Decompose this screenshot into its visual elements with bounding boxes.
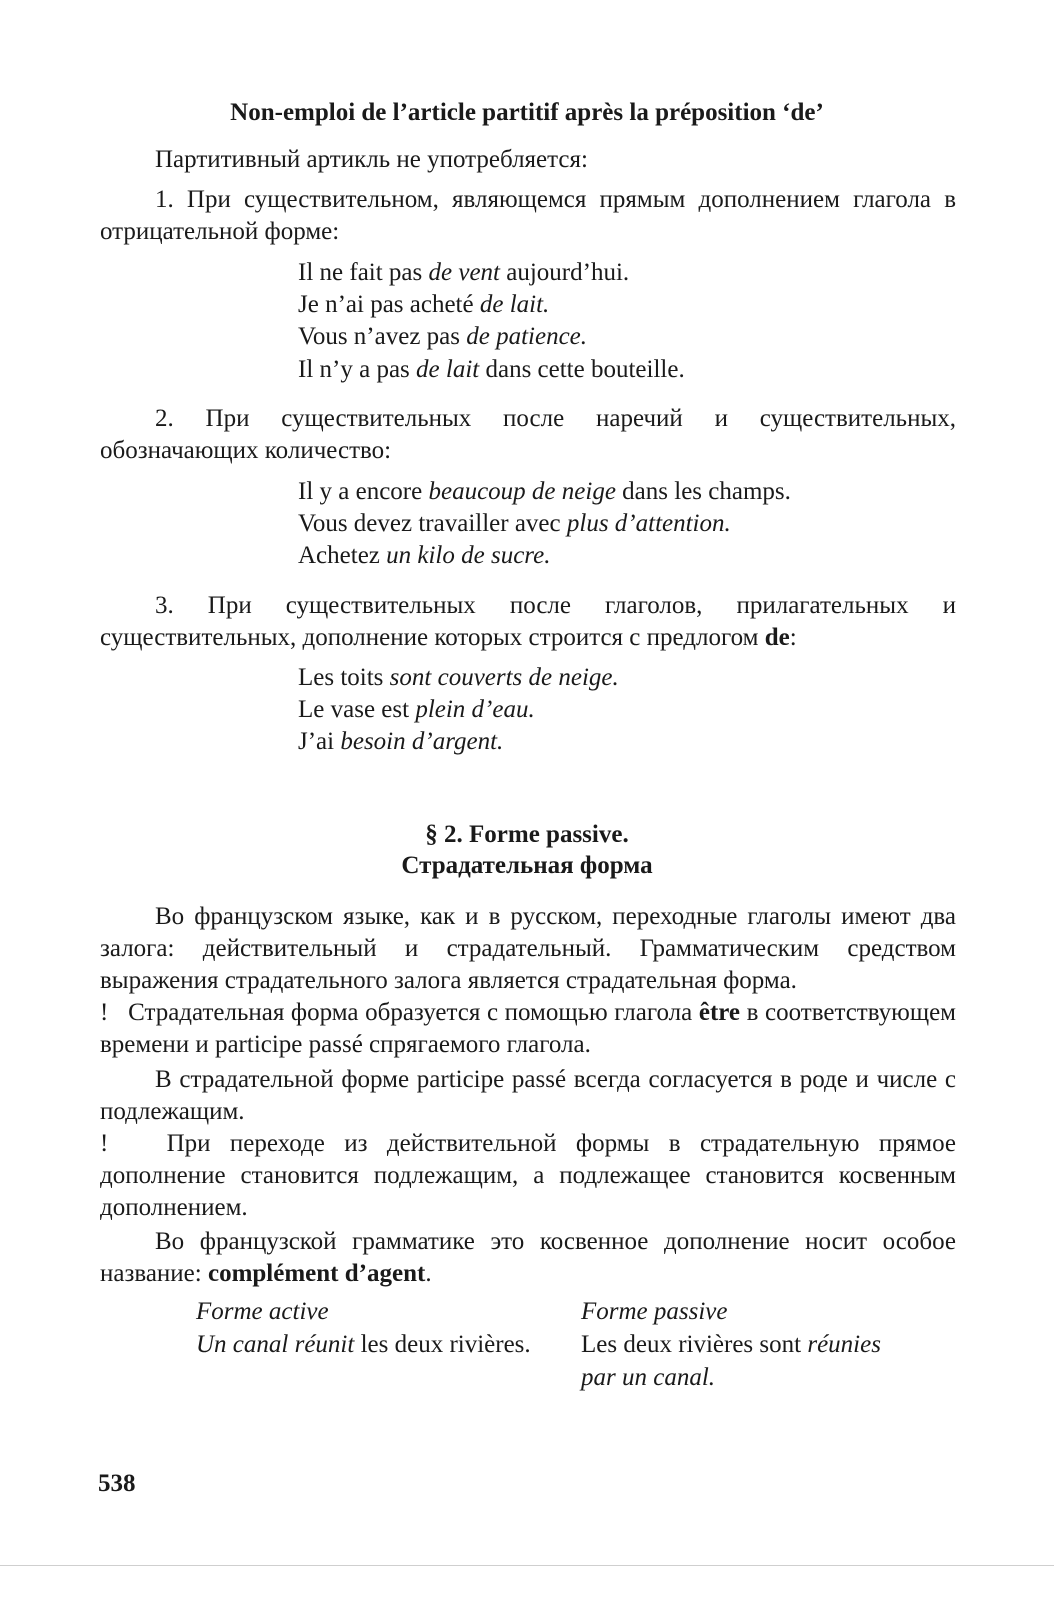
- example-line: J’ai besoin d’argent.: [298, 728, 504, 755]
- exclamation-mark: !: [100, 999, 109, 1026]
- paragraph-formation: ! Страдательная форма образуется с помощью глагола être в соответствующем времени и participe passé спрягаемого глагола.: [100, 999, 957, 1058]
- example-line: Il n’y a pas de lait dans cette bouteille.: [298, 356, 685, 383]
- rule-2-text: 2. При существительных после наречий и существительных, обозначающих количество:: [100, 405, 956, 464]
- example-line: Il ne fait pas de vent aujourd’hui.: [298, 259, 630, 286]
- example-line: Il y a encore beaucoup de neige dans les champs.: [298, 478, 791, 505]
- page-number: 538: [98, 1470, 136, 1497]
- example-line: Vous devez travailler avec plus d’attention.: [298, 510, 731, 537]
- paragraph-agent: Во французской грамматике это косвенное дополнение носит особое название: complément d’agent.: [100, 1228, 956, 1287]
- passive-form-label: Forme passive: [581, 1298, 728, 1325]
- example-line: Les toits sont couverts de neige.: [298, 664, 619, 691]
- paragraph-transformation: ! При переходе из действительной формы в страдательную прямое дополнение становится подлежащим, а подлежащее становится косвенным дополнением.: [100, 1130, 957, 1221]
- example-line: Je n’ai pas acheté de lait.: [298, 291, 550, 318]
- example-line: Le vase est plein d’eau.: [298, 696, 535, 723]
- passive-form-example: Les deux rivières sont réunies: [581, 1331, 881, 1358]
- section-heading: Non-emploi de l’article partitif après la préposition ‘de’: [230, 99, 824, 126]
- rule-3-text: 3. При существительных после глаголов, прилагательных и существительных, дополнение которых строится с предлогом de:: [100, 592, 956, 651]
- example-line: Achetez un kilo de sucre.: [298, 542, 551, 569]
- passive-form-example-continuation: par un canal.: [581, 1364, 716, 1391]
- section-2-title: § 2. Forme passive.: [425, 821, 629, 848]
- exclamation-mark: !: [100, 1130, 109, 1157]
- example-line: Vous n’avez pas de patience.: [298, 323, 588, 350]
- rule-1-text: 1. При существительном, являющемся прямым дополнением глагола в отрицательной форме:: [100, 186, 956, 245]
- active-form-example: Un canal réunit les deux rivières.: [196, 1331, 531, 1358]
- paragraph-agreement: В страдательной форме participe passé всегда согласуется в роде и числе с подлежащим.: [100, 1066, 956, 1125]
- intro-text: Партитивный артикль не употребляется:: [155, 146, 588, 173]
- active-form-label: Forme active: [196, 1298, 329, 1325]
- page-edge-line: [0, 1565, 1054, 1566]
- section-2-subtitle: Страдательная форма: [401, 852, 653, 879]
- paragraph-voices: Во французском языке, как и в русском, переходные глаголы имеют два залога: действительный и страдательный. Грамматическим средством выражения страдательного залога является страдательная форма.: [100, 903, 956, 994]
